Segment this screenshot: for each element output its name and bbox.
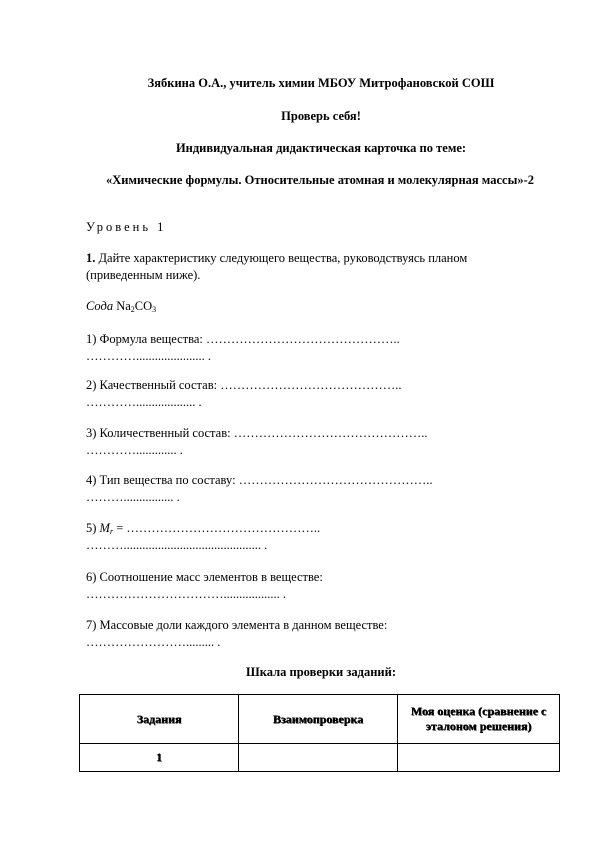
plan-item-7	[86, 617, 526, 651]
table-header-tasks: Задания	[80, 695, 239, 744]
plan-item-label: 3) Количественный состав: ………………………………………..	[86, 426, 428, 440]
table-row	[80, 744, 560, 772]
answer-blank[interactable]: …………………………….................. .	[86, 587, 286, 601]
answer-blank[interactable]: ………............................................ .	[86, 538, 268, 552]
plan-item-label: 2) Качественный состав: ……………………………………..	[86, 378, 402, 392]
plan-item-label: 7) Массовые доли каждого элемента в данном веществе:	[86, 618, 388, 632]
topic-title: «Химические формулы. Относительные атомная и молекулярная массы»-2	[105, 173, 535, 187]
substance-line	[86, 298, 526, 315]
table-header-row	[80, 695, 560, 744]
table-cell-my-grade[interactable]	[398, 744, 560, 772]
plan-item-5	[86, 520, 526, 554]
answer-blank[interactable]: ………................ .	[86, 490, 180, 504]
plan-item-label: 4) Тип вещества по составу: ………………………………………..	[86, 473, 433, 487]
answer-blank[interactable]: …………...................... .	[86, 349, 211, 363]
table-header-peer-check: Взаимопроверка	[239, 695, 398, 744]
task-paragraph	[86, 250, 526, 284]
plan-item-4	[86, 472, 526, 506]
answer-blank[interactable]: ……………………......... .	[86, 635, 221, 649]
plan-item-6	[86, 569, 526, 603]
plan-item-label: 1) Формула вещества: ………………………………………..	[86, 332, 400, 346]
task-text: Дайте характеристику следующего вещества, руководствуясь планом (приведенным ниже).	[86, 251, 468, 282]
plan-item-label: 6) Соотношение масс элементов в веществе:	[86, 570, 323, 584]
plan-item-3	[86, 425, 526, 459]
substance-formula: $Na_2CO_3$	[116, 299, 157, 314]
table-header-my-grade: Моя оценка (сравнение с эталоном решения)	[398, 695, 560, 744]
answer-blank[interactable]: …………................... .	[86, 395, 202, 409]
check-yourself-heading: Проверь себя!	[281, 109, 361, 123]
level-label: Уровень 1	[86, 220, 167, 234]
substance-name: Сода	[86, 299, 114, 313]
author-line: Зябкина О.А., учитель химии МБОУ Митрофановской СОШ	[147, 76, 495, 90]
plan-item-2	[86, 377, 526, 411]
card-title: Индивидуальная дидактическая карточка по теме:	[175, 141, 467, 155]
table-cell-peer-check[interactable]	[239, 744, 398, 772]
scale-title: Шкала проверки заданий:	[246, 665, 396, 679]
score-table	[79, 694, 560, 772]
task-number: 1.	[86, 251, 96, 265]
answer-blank[interactable]: …………............. .	[86, 443, 183, 457]
table-cell-task: 1	[80, 744, 239, 772]
plan-item-1	[86, 331, 526, 365]
plan-item-label: 5) $M_r$ = ………………………………………..	[86, 521, 321, 536]
